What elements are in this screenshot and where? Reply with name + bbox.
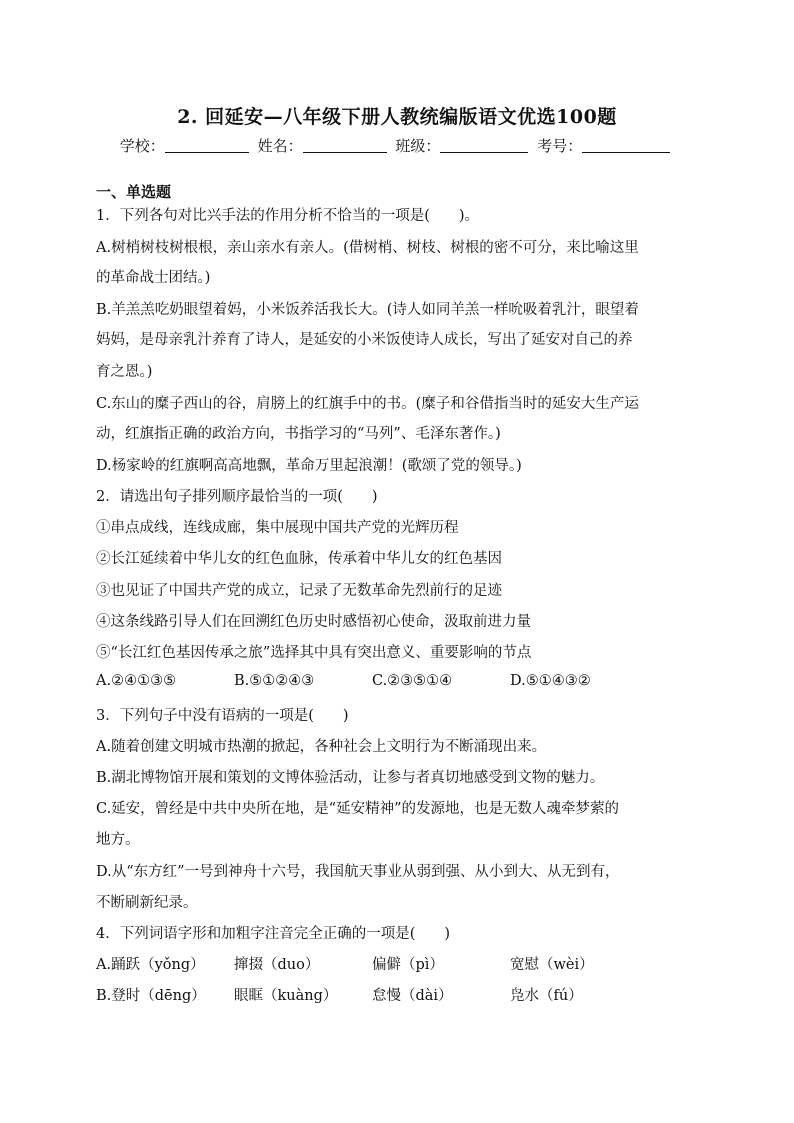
q3-option-c-line1: C.延安，曾经是中共中央所在地，是“延安精神”的发源地，也是无数人魂牵梦萦的 — [96, 801, 620, 817]
q2-option-a: A.②④①③⑤ — [96, 673, 177, 689]
q1-option-b-line3: 育之恩。) — [96, 364, 153, 380]
q2-option-c: C.②③⑤①④ — [372, 673, 453, 689]
q3-option-c-line2: 地方。 — [96, 832, 140, 848]
q4-option-a-word4: 宽慰（wèi） — [510, 957, 594, 973]
student-info-row — [0, 135, 794, 156]
q2-option-b: B.⑤①②④③ — [234, 673, 315, 689]
name-label: 姓名： — [257, 137, 303, 155]
class-blank[interactable] — [440, 138, 528, 153]
q4-option-b-word1: B.登时（dēng） — [96, 988, 206, 1004]
q1-option-d-line1: D.杨家岭的红旗啊高高地飘，革命万里起浪潮！(歌颂了党的领导。) — [96, 458, 522, 474]
q1-option-b-line2: 妈妈，是母亲乳汁养育了诗人，是延安的小米饭使诗人成长，写出了延安对自己的养 — [96, 332, 633, 348]
q1-option-c-line1: C.东山的糜子西山的谷，肩膀上的红旗手中的书。(糜子和谷借指当时的延安大生产运 — [96, 396, 639, 412]
q3-option-a-line1: A.随着创建文明城市热潮的掀起，各种社会上文明行为不断涌现出来。 — [96, 739, 547, 755]
school-label: 学校： — [119, 137, 165, 155]
q4-option-b-row — [96, 984, 700, 1004]
q2-options-row — [96, 673, 700, 693]
q4-stem: 4．下列词语字形和加粗字注音完全正确的一项是( ) — [96, 926, 451, 942]
q1-option-a-line1: A.树梢树枝树根根，亲山亲水有亲人。(借树梢、树枝、树根的密不可分，来比喻这里 — [96, 240, 639, 256]
q4-option-a-word1: A.踊跃（yǒng） — [96, 957, 205, 973]
q3-stem: 3．下列句子中没有语病的一项是( ) — [96, 708, 349, 724]
q3-option-d-line1: D.从“东方红”一号到神舟十六号，我国航天事业从弱到强、从小到大、从无到有， — [96, 864, 620, 880]
q1-option-c-line2: 动，红旗指正确的政治方向，书指学习的“马列”、毛泽东著作。) — [96, 426, 501, 442]
class-label: 班级： — [395, 137, 441, 155]
section-heading: 一、单选题 — [96, 183, 172, 201]
exam-no-label: 考号： — [537, 137, 583, 155]
q3-option-b-line1: B.湖北博物馆开展和策划的文博体验活动，让参与者真切地感受到文物的魅力。 — [96, 770, 605, 786]
q2-sentence-2: ②长江延续着中华儿女的红色血脉，传承着中华儿女的红色基因 — [96, 551, 502, 567]
q4-option-a-row — [96, 953, 700, 973]
q2-sentence-3: ③也见证了中国共产党的成立，记录了无数革命先烈前行的足迹 — [96, 583, 502, 599]
q4-option-b-word2: 眼眶（kuàng） — [234, 988, 338, 1004]
q3-option-d-line2: 不断刷新纪录。 — [96, 895, 198, 911]
q1-option-b-line1: B.羊羔羔吃奶眼望着妈，小米饭养活我长大。(诗人如同羊羔一样吮吸着乳汁，眼望着 — [96, 302, 639, 318]
name-blank[interactable] — [303, 138, 387, 153]
q2-sentence-1: ①串点成线，连线成廊，集中展现中国共产党的光辉历程 — [96, 520, 459, 536]
q4-option-a-word3: 偏僻（pì） — [372, 957, 444, 973]
q2-stem: 2．请选出句子排列顺序最恰当的一项( ) — [96, 489, 378, 505]
q1-stem: 1．下列各句对比兴手法的作用分析不恰当的一项是( )。 — [96, 208, 480, 224]
q1-option-a-line2: 的革命战士团结。) — [96, 270, 211, 286]
q4-option-b-word3: 怠慢（dài） — [372, 988, 453, 1004]
q4-option-a-word2: 撺掇（duo） — [234, 957, 320, 973]
q2-option-d: D.⑤①④③② — [510, 673, 591, 689]
school-blank[interactable] — [165, 138, 249, 153]
q4-option-b-word4: 凫水（fú） — [510, 988, 583, 1004]
exam-no-blank[interactable] — [582, 138, 670, 153]
q2-sentence-5: ⑤“长江红色基因传承之旅”选择其中具有突出意义、重要影响的节点 — [96, 645, 532, 661]
page-title: 2. 回延安—八年级下册人教统编版语文优选100题 — [177, 106, 617, 128]
q2-sentence-4: ④这条线路引导人们在回溯红色历史时感悟初心使命，汲取前进力量 — [96, 614, 531, 630]
